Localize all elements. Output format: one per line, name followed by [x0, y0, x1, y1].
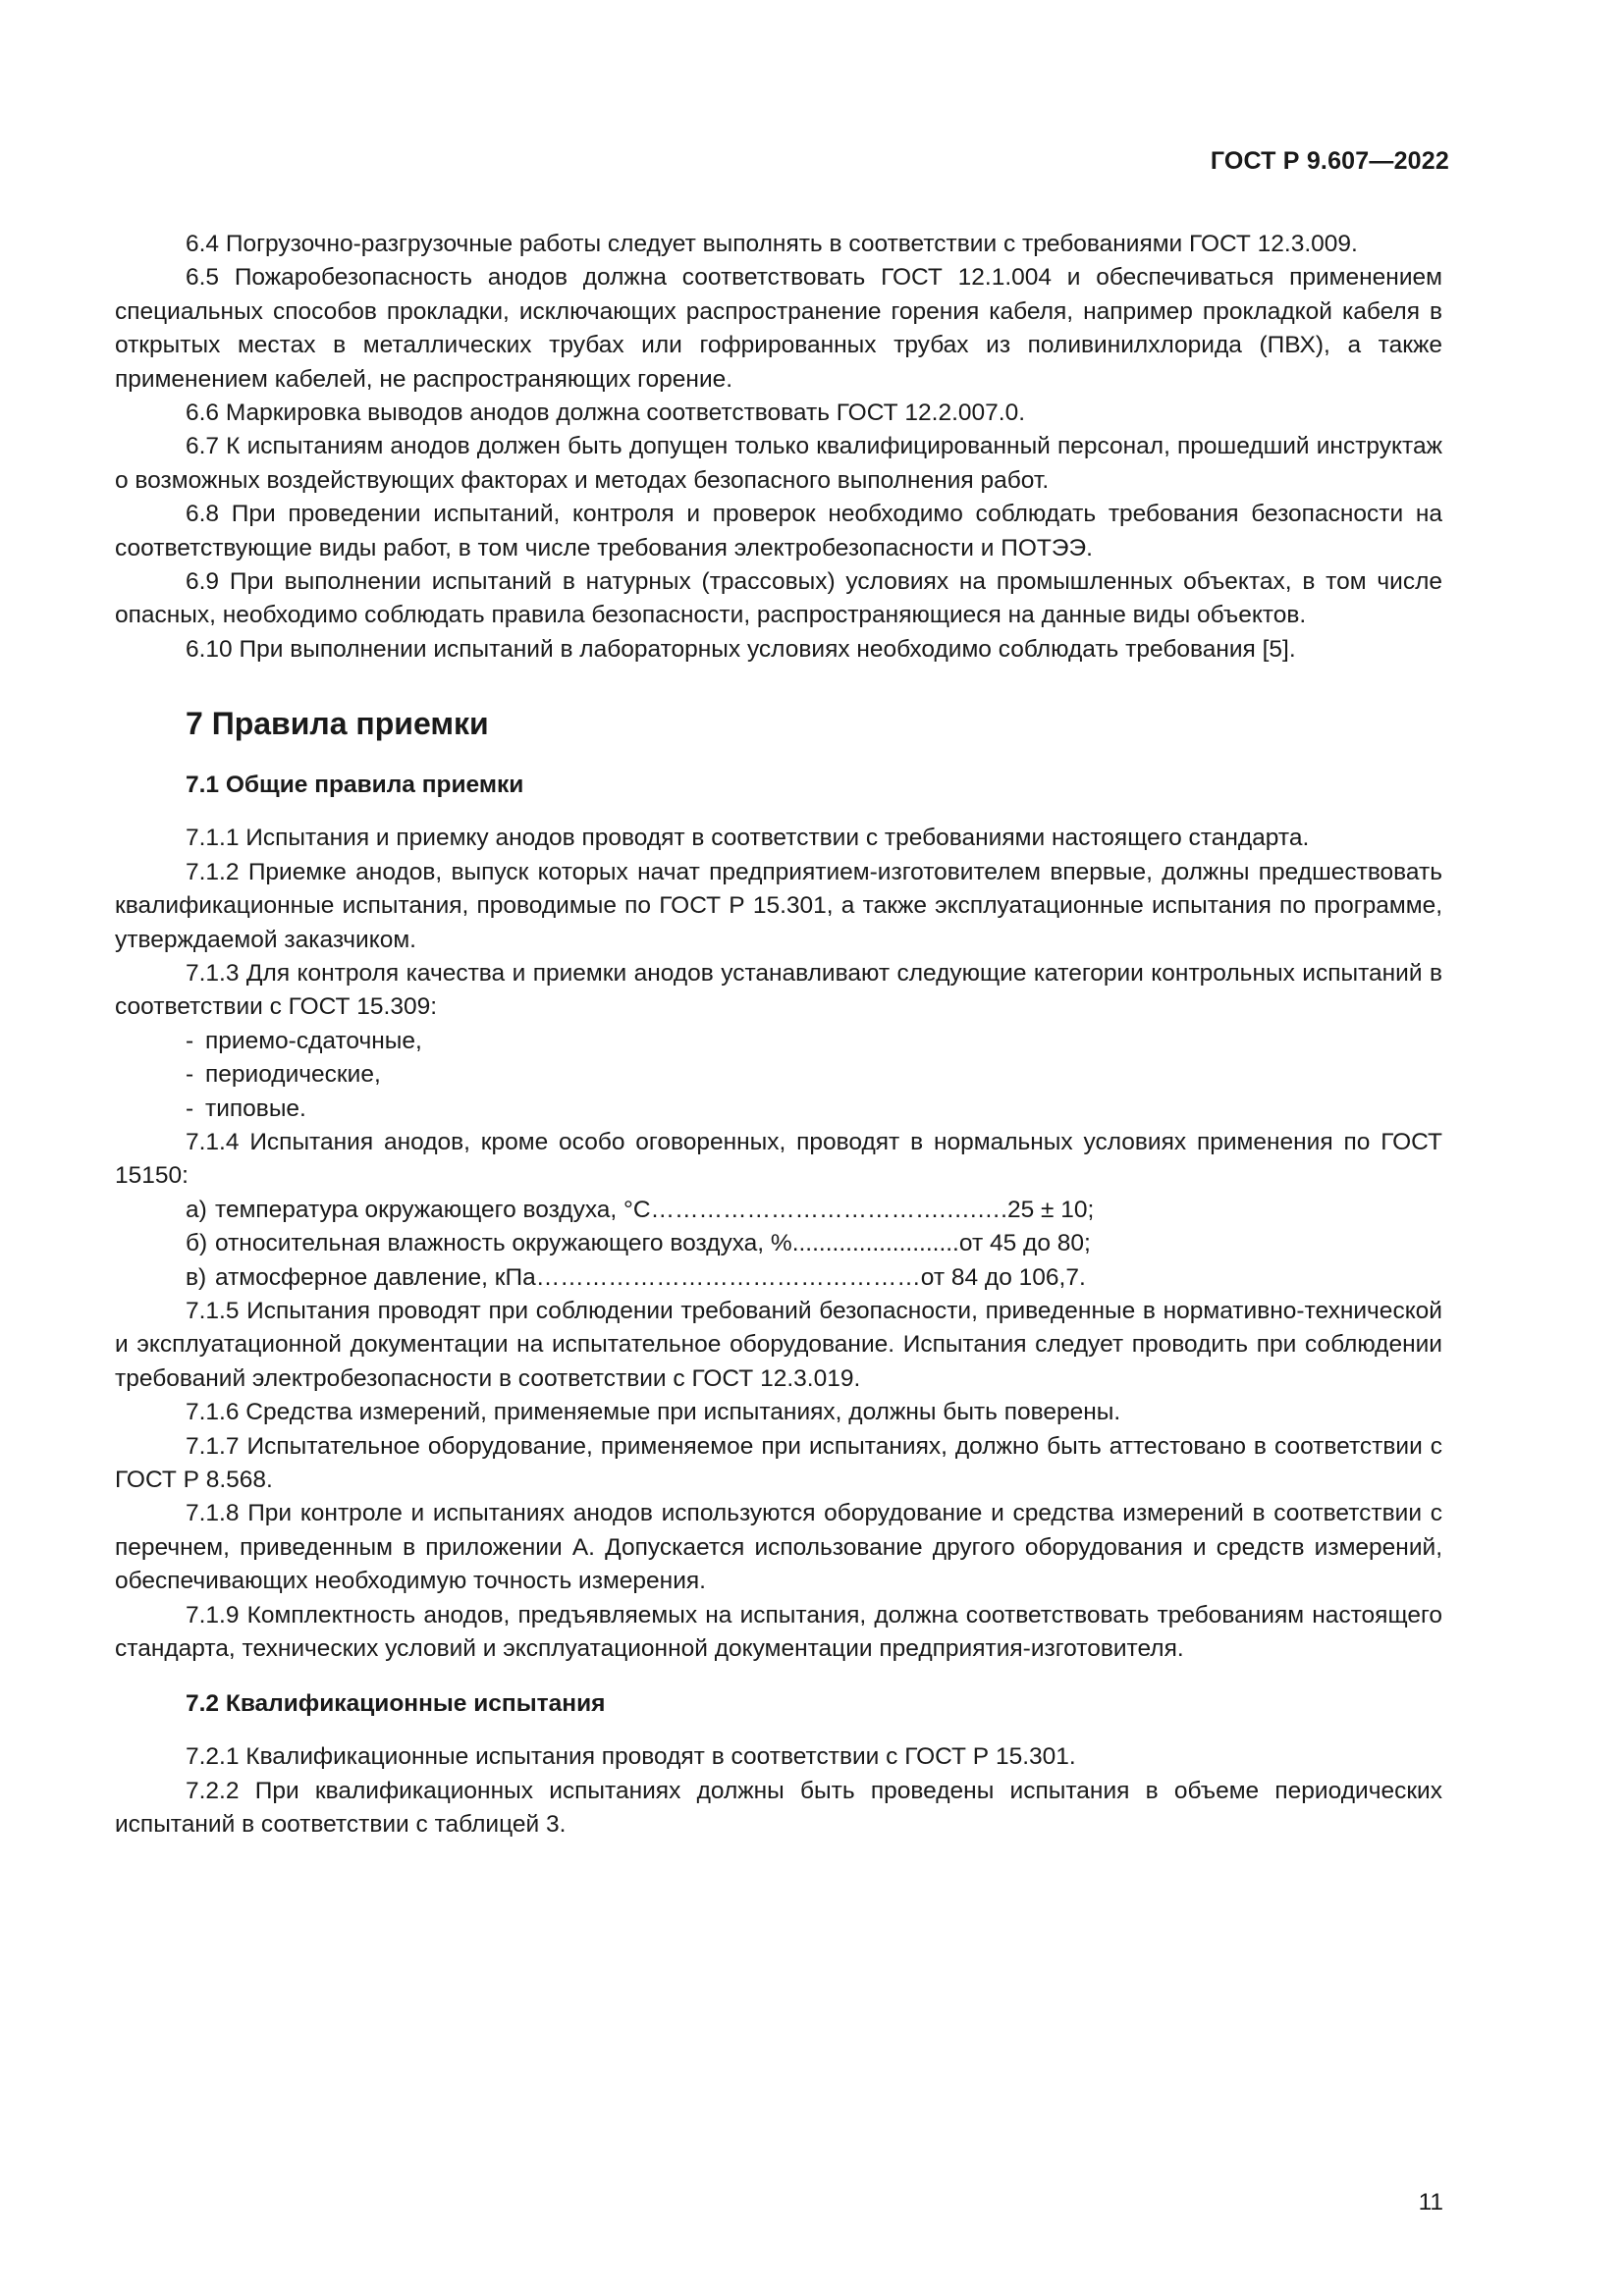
- condition-marker: а): [186, 1196, 207, 1223]
- paragraph-6-9: 6.9 При выполнении испытаний в натурных (трассовых) условиях на промышленных объектах, в том числе опасных, необходимо соблюдать правила безопасности, распространяющиеся на данные виды объектов.: [115, 568, 1442, 629]
- paragraph-7-1-1: 7.1.1 Испытания и приемку анодов проводят в соответствии с требованиями настоящего стандарта.: [186, 825, 1310, 852]
- subsection-7-1-title: 7.1 Общие правила приемки: [186, 772, 524, 799]
- page-number: 11: [1418, 2189, 1443, 2216]
- paragraph-6-6: 6.6 Маркировка выводов анодов должна соответствовать ГОСТ 12.2.007.0.: [186, 400, 1025, 427]
- paragraph-7-2-1: 7.2.1 Квалификационные испытания проводят в соответствии с ГОСТ Р 15.301.: [186, 1743, 1076, 1771]
- paragraph-7-1-9: 7.1.9 Комплектность анодов, предъявляемых на испытания, должна соответствовать требованиям настоящего стандарта, технических условий и эксплуатационной документации предприятия-изготовителя.: [115, 1601, 1442, 1663]
- document-code-header: ГОСТ Р 9.607—2022: [1210, 147, 1449, 175]
- paragraph-7-2-2: 7.2.2 При квалификационных испытаниях должны быть проведены испытания в объеме периодических испытаний в соответствии с таблицей 3.: [115, 1777, 1442, 1839]
- condition-marker: в): [186, 1263, 207, 1291]
- condition-item: [115, 1261, 1442, 1295]
- paragraph-7-1-3: 7.1.3 Для контроля качества и приемки анодов устанавливают следующие категории контрольных испытаний в соответствии с ГОСТ 15.309:: [115, 959, 1442, 1021]
- paragraph-6-10: 6.10 При выполнении испытаний в лабораторных условиях необходимо соблюдать требования [5].: [186, 635, 1296, 663]
- paragraph-7-1-6: 7.1.6 Средства измерений, применяемые при испытаниях, должны быть поверены.: [186, 1399, 1121, 1426]
- condition-text: атмосферное давление, кПа…………………………………………от 84 до 106,7.: [215, 1263, 1086, 1291]
- paragraph-7-1-7: 7.1.7 Испытательное оборудование, применяемое при испытаниях, должно быть аттестовано в соответствии с ГОСТ Р 8.568.: [115, 1432, 1442, 1493]
- paragraph-6-7: 6.7 К испытаниям анодов должен быть допущен только квалифицированный персонал, прошедший инструктаж о возможных воздействующих факторах и методах безопасного выполнения работ.: [115, 433, 1442, 494]
- subsection-7-2-title: 7.2 Квалификационные испытания: [186, 1690, 606, 1718]
- condition-text: относительная влажность окружающего воздуха, %.........................от 45 до 80;: [215, 1230, 1091, 1257]
- paragraph-7-1-8: 7.1.8 При контроле и испытаниях анодов используются оборудование и средства измерений в соответствии с перечнем, приведенным в приложении А. Допускается использование другого оборудования и средств измерений, обеспечивающих необходимую точность измерения.: [115, 1500, 1442, 1595]
- list-item-text: типовые.: [205, 1095, 306, 1122]
- paragraph-7-1-4: 7.1.4 Испытания анодов, кроме особо оговоренных, проводят в нормальных условиях применения по ГОСТ 15150:: [115, 1128, 1442, 1190]
- list-item: [115, 1093, 1442, 1126]
- condition-item: [115, 1227, 1442, 1260]
- list-marker: -: [186, 1095, 194, 1122]
- list-marker: -: [186, 1061, 194, 1089]
- list-item: [115, 1058, 1442, 1092]
- list-item: [115, 1025, 1442, 1058]
- condition-text: температура окружающего воздуха, °С……………………………….….….25 ± 10;: [215, 1196, 1095, 1223]
- list-item-text: приемо-сдаточные,: [205, 1027, 422, 1054]
- paragraph-7-1-5: 7.1.5 Испытания проводят при соблюдении требований безопасности, приведенные в нормативно-технической и эксплуатационной документации на испытательное оборудование. Испытания следует проводить при соблюдении требований электробезопасности в соответствии с ГОСТ 12.3.019.: [115, 1297, 1442, 1392]
- condition-item: [115, 1194, 1442, 1227]
- paragraph-6-4: 6.4 Погрузочно-разгрузочные работы следует выполнять в соответствии с требованиями ГОСТ 12.3.009.: [186, 231, 1358, 257]
- list-marker: -: [186, 1027, 194, 1054]
- list-item-text: периодические,: [205, 1061, 381, 1089]
- paragraph-6-8: 6.8 При проведении испытаний, контроля и проверок необходимо соблюдать требования безопасности на соответствующие виды работ, в том числе требования электробезопасности и ПОТЭЭ.: [115, 501, 1442, 561]
- section-7-title: 7 Правила приемки: [186, 706, 489, 742]
- paragraph-6-5: 6.5 Пожаробезопасность анодов должна соответствовать ГОСТ 12.1.004 и обеспечиваться применением специальных способов прокладки, исключающих распространение горения кабеля, например прокладкой кабеля в открытых местах в металлических трубах или гофрированных трубах из поливинилхлорида (ПВХ), а также применением кабелей, не распространяющих горение.: [115, 264, 1442, 393]
- page-content: [115, 228, 1442, 1842]
- paragraph-7-1-2: 7.1.2 Приемке анодов, выпуск которых начат предприятием-изготовителем впервые, должны предшествовать квалификационные испытания, проводимые по ГОСТ Р 15.301, а также эксплуатационные испытания по программе, утверждаемой заказчиком.: [115, 858, 1442, 953]
- condition-marker: б): [186, 1230, 208, 1257]
